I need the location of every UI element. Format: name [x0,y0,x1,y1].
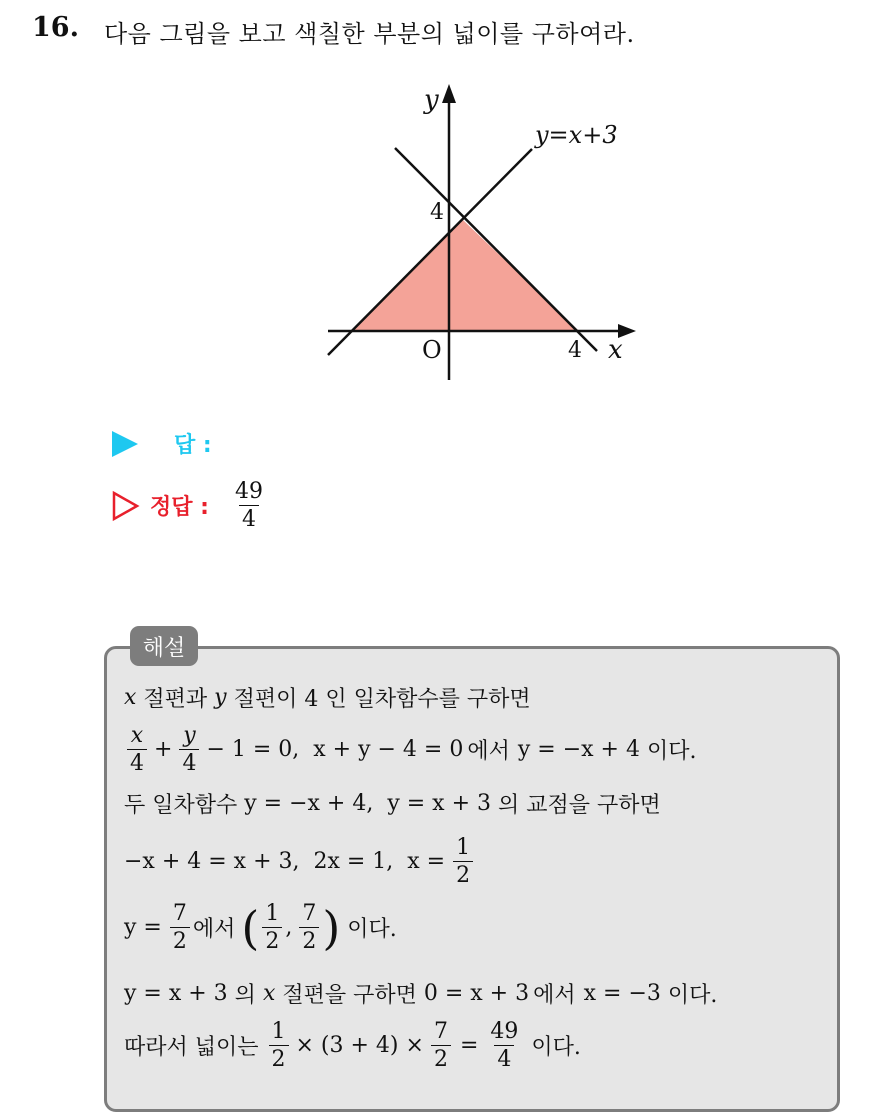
x-intercept-label: 4 [568,338,582,363]
solution-line-5: y = $\frac{7}{2}$ 에서 ( $\frac{1}{2}$ , $\frac{7}{2}$ ) 이다. [124,900,397,955]
solution-tab: 해설 [130,626,198,666]
solution-line-1: x 절편과 y 절편이 4 인 일차함수를 구하면 [124,685,531,712]
correct-answer-label: 정답 : [150,495,209,521]
play-filled-icon [112,429,140,459]
shaded-triangle [352,220,579,331]
y-axis-label: y [424,85,439,115]
correct-answer-row [112,480,269,531]
origin-label: O [422,336,442,364]
answer-row [112,428,212,459]
solution-line-7: 따라서 넓이는 $\frac{1}{2}$ × (3 + 4) × $\frac{7}{2}$ = $\frac{49}{4}$ 이다. [124,1019,581,1073]
y-intercept-label: 4 [430,200,444,225]
question-text: 다음 그림을 보고 색칠한 부분의 넓이를 구하여라. [104,20,635,48]
solution-line-4: −x + 4 = x + 3, 2x = 1, x = $\frac{1}{2}$ [124,836,476,887]
correct-answer-fraction: $\frac{49}{4}$ [234,479,263,533]
question-number: 16. [32,12,79,43]
answer-label: 답 : [174,433,212,458]
line-label: y=x+3 [535,121,618,149]
play-outline-icon [112,490,140,522]
x-axis-label: x [608,335,623,365]
solution-line-2: $\frac{x}{4}$ + $\frac{y}{4}$ − 1 = 0, x + y − 4 = 0 에서 y = −x + 4 이다. [124,724,696,775]
y-axis-arrow [442,84,456,103]
solution-line-3: 두 일차함수 y = −x + 4, y = x + 3 의 교점을 구하면 [124,791,661,818]
graph-figure [0,0,884,400]
solution-line-6: y = x + 3 의 x 절편을 구하면 0 = x + 3 에서 x = −3 이다. [124,981,718,1008]
